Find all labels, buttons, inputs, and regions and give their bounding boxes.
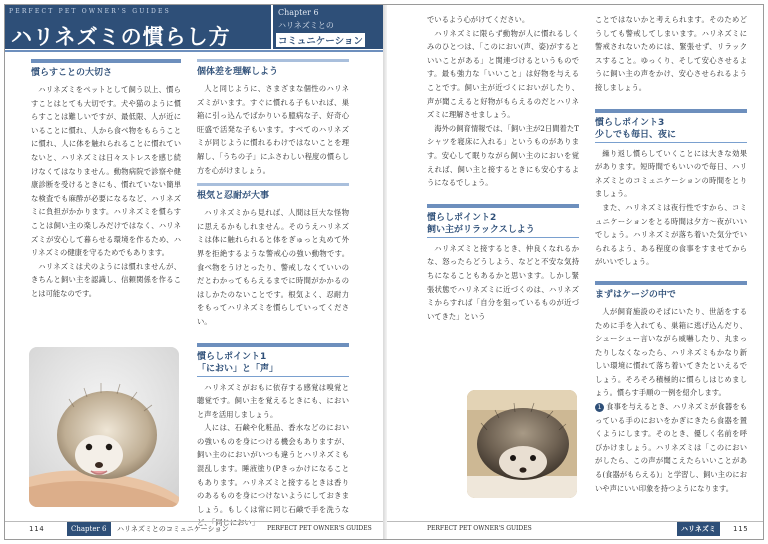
paragraph: また、ハリネズミは夜行性ですから、コミュニケーションをとる時間は夕方〜夜がいいでしょう。ハリネズミが落ち着いた気分でいられるよう、ある程度の食事をすませてからがいいでしょう。 xyxy=(595,202,747,267)
section-heading: 慣らしポイント1 「におい」と「声」 xyxy=(197,343,349,377)
chapter-title: コミュニケーション xyxy=(276,33,365,47)
column-2 xyxy=(197,59,349,530)
paragraph: ハリネズミがおもに依存する感覚は嗅覚と聴覚です。飼い主を覚えるときにも、においと声を活用しましょう。 xyxy=(197,382,349,419)
chapter-name: ハリネズミとのコミュニケーション xyxy=(117,525,229,533)
paragraph: 1 食事を与えるとき、ハリネズミが食器をもっている手のにおいをかぎにきたら食器を置くようにします。そのとき、優しく名前を呼びかけましょう。ハリネズミは「このにおいがしたら、この声が聞こえたらいいことがある(食器がもらえる)」と学習し、飼い主のにおいや声にいい印象を持つようになります。 xyxy=(595,402,747,493)
header-rule xyxy=(5,50,383,52)
book-spread xyxy=(4,4,764,540)
page-number: 114 xyxy=(29,525,45,533)
footer-series: PERFECT PET OWNER'S GUIDES xyxy=(267,525,372,532)
chapter-number: Chapter 6 xyxy=(278,8,319,17)
chapter-subtitle: ハリネズミとの xyxy=(278,21,334,30)
paragraph: ハリネズミをペットとして飼う以上、慣らすことはとても大切です。犬や猫のように慣らすことは難しいですが、最低限、人が近にいることに慣れ、人から食べ物をもらうことに慣れ、人に体を触れられることに慣れていないと、ハリネズミは日々ストレスを感じ続けなくてはなりません。動物病院で診察や健康診断を受けるときにも、慣れていない簡単な検査でも麻酔が必要になるなど、ハリネズミに負担がかかります。ハリネズミを慣らすことは飼い主の楽しみだけではなく、ハリネズミが安心して暮らせる環境を作るため、ハリネズミの健康を守るためでもあります。 xyxy=(31,85,181,258)
paragraph: ことではないかと考えられます。そのためどうしても警戒してしまいます。ハリネズミに警戒されないためには、緊張せず、リラックスすること。ゆっくり、そして安心させるように飼い主の声をかけ、安心させられるよう接しましょう。 xyxy=(595,15,747,92)
chapter-box xyxy=(271,5,383,49)
right-footer xyxy=(387,521,763,535)
step-number-badge: 1 xyxy=(595,403,604,412)
paragraph: ハリネズミと接するとき、仲良くなれるかな、怒ったらどうしよう、などと不安な気持ちになることもあるかと思います。しかし緊張状態でハリネズミに近づくのは、ハリネズミからすれば「自分を狙っているものが近づいてきた」という xyxy=(427,243,579,321)
hedgehog-in-box-photo xyxy=(467,390,577,498)
footer-series: PERFECT PET OWNER'S GUIDES xyxy=(427,525,532,532)
paragraph: ハリネズミから見れば、人間は巨大な怪物に思えるかもしれません。そのうえハリネズミは体に触れられると体をぎゅっと丸めて外界を拒絶するような警戒心の強い動物です。食べ物をうけとったり、警戒しなくていいのだとわかってもらえるまでに時間がかかるのはしかたのないことです。根気よく、忍耐力をもってハリネズミを慣らしていってください。 xyxy=(197,208,349,326)
hedgehog-on-hand-photo xyxy=(29,347,179,507)
right-page xyxy=(387,5,763,539)
header-band xyxy=(5,5,271,49)
section-heading: 慣らすことの大切さ xyxy=(31,59,181,79)
column-3 xyxy=(427,13,579,323)
left-footer xyxy=(5,521,383,535)
page-number: 115 xyxy=(733,525,749,533)
paragraph: 人が飼育施設のそばにいたり、世話をするために手を入れても、巣箱に逃げ込んだり、シューシュー言いながら威嚇したり、丸まったりしなくなったら、ハリネズミもかなり新しい環境に慣れて落ち着いてきたといえるでしょう。そろそろ積極的に慣らしはじめましょう。慣らす手順の一例を紹介します。 xyxy=(595,306,747,398)
section-heading: 個体差を理解しよう xyxy=(197,59,349,78)
paragraph: ハリネズミは犬のようには慣れませんが、きちんと飼い主を認識し、信頼関係を作ることは可能なのです。 xyxy=(31,261,181,298)
paragraph: 人には、石鹸や化粧品、香水などのにおいの強いものを身につける機会もありますが、飼い主のにおいがいつも違うとハリネズミも混乱します。睡液塗り(Pきっかけになることもあります。ハリネズミと接するときは香りのあるものを身につけないようにしておきましょう。もしくは常に同じ石鹸で手を洗うなど、「同じにおい」 xyxy=(197,423,349,528)
series-name: PERFECT PET OWNER'S GUIDES xyxy=(9,8,171,15)
paragraph: 海外の飼育情報では、「飼い主が2日間着たTシャツを寝床に入れる」というものがあります。安心して眠りながら飼い主のにおいを覚えれば、飼い主と接するときにも安心するようになるでしょう。 xyxy=(427,123,579,188)
column-4 xyxy=(595,13,747,495)
chapter-tag: Chapter 6 xyxy=(67,522,111,536)
section-heading: 慣らしポイント2 飼い主がリラックスしよう xyxy=(427,204,579,238)
paragraph: ハリネズミに限らず動物が人に慣れるしくみのひとつは、「このにおい(声、姿)がするといいことがある」と関連づけるというものです。最も強力な「いいこと」は好物を与えることです。飼い主が近づくにおいがしたり、声が聞こえると好物がもらえるのだとハリネズミに理解させましょう。 xyxy=(427,28,579,120)
paragraph: 繰り返し慣らしていくことには大きな効果があります。短時間でもいいので毎日、ハリネズミとのコミュニケーションの時間をとりましょう。 xyxy=(595,148,747,199)
page-title: ハリネズミの慣らし方 xyxy=(11,25,231,49)
paragraph: でいるよう心がけてください。 xyxy=(427,15,530,24)
section-heading: まずはケージの中で xyxy=(595,281,747,301)
book-tag: ハリネズミ xyxy=(677,522,720,536)
paragraph: 人と同じように、さまざまな個性のハリネズミがいます。すぐに慣れる子もいれば、巣箱に引っ込んでばかりいる臆病な子、好奇心旺盛で活発な子もいます。すべてのハリネズミが同じように慣れるわけではないことを理解し、「うちの子」にふさわしい程度の慣らし方を心がけましょう。 xyxy=(197,84,349,175)
column-1 xyxy=(31,59,181,301)
left-page xyxy=(5,5,383,539)
section-heading: 根気と忍耐が大事 xyxy=(197,183,349,202)
section-heading: 慣らしポイント3 少しでも毎日、夜に xyxy=(595,109,747,143)
